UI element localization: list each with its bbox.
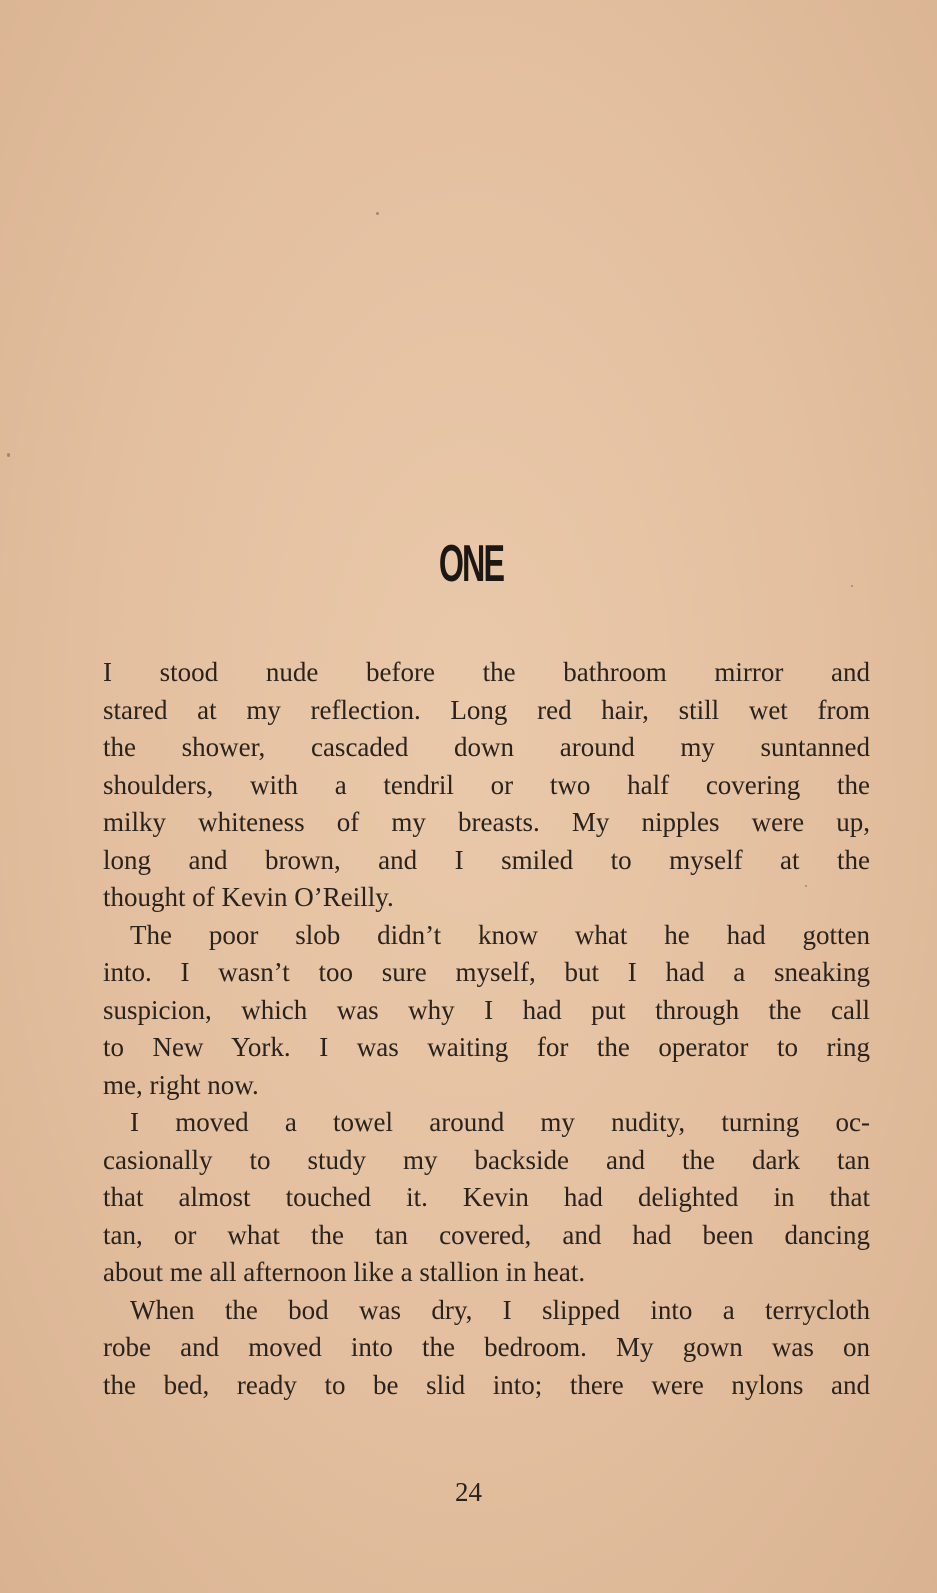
text-line: that almost touched it. Kevin had delighted in that bbox=[103, 1182, 870, 1212]
text-line: I moved a towel around my nudity, turning oc- bbox=[130, 1107, 870, 1137]
text-line: about me all afternoon like a stallion in heat. bbox=[103, 1257, 586, 1287]
text-line: tan, or what the tan covered, and had been dancing bbox=[103, 1219, 870, 1250]
text-line: The poor slob didn’t know what he had gotten bbox=[130, 919, 870, 950]
text-line: to New York. I was waiting for the operator to ring bbox=[103, 1032, 870, 1062]
paper-speck bbox=[851, 585, 853, 587]
text-line: the shower, cascaded down around my suntanned bbox=[103, 732, 870, 762]
paper-speck bbox=[7, 453, 10, 457]
text-line: the bed, ready to be slid into; there were nylons and bbox=[103, 1369, 870, 1400]
text-line: me, right now. bbox=[103, 1069, 259, 1100]
text-line: into. I wasn’t too sure myself, but I had a sneaking bbox=[103, 957, 870, 987]
text-line: stared at my reflection. Long red hair, still wet from bbox=[103, 694, 870, 725]
text-line: shoulders, with a tendril or two half covering the bbox=[103, 769, 870, 800]
text-line: thought of Kevin O’Reilly. bbox=[103, 882, 394, 912]
text-line: casionally to study my backside and the dark tan bbox=[103, 1144, 870, 1175]
chapter-title: ONE bbox=[438, 535, 504, 593]
paper-speck bbox=[376, 212, 379, 215]
text-line: robe and moved into the bedroom. My gown was on bbox=[103, 1332, 870, 1362]
page-number: 24 bbox=[455, 1477, 482, 1507]
text-line: long and brown, and I smiled to myself at the bbox=[103, 844, 870, 875]
chapter-body bbox=[103, 654, 870, 1404]
text-line: When the bod was dry, I slipped into a terrycloth bbox=[130, 1294, 870, 1325]
text-line: milky whiteness of my breasts. My nipples were up, bbox=[103, 807, 870, 837]
text-line: I stood nude before the bathroom mirror and bbox=[103, 657, 870, 687]
text-line: suspicion, which was why I had put through the call bbox=[103, 994, 870, 1025]
